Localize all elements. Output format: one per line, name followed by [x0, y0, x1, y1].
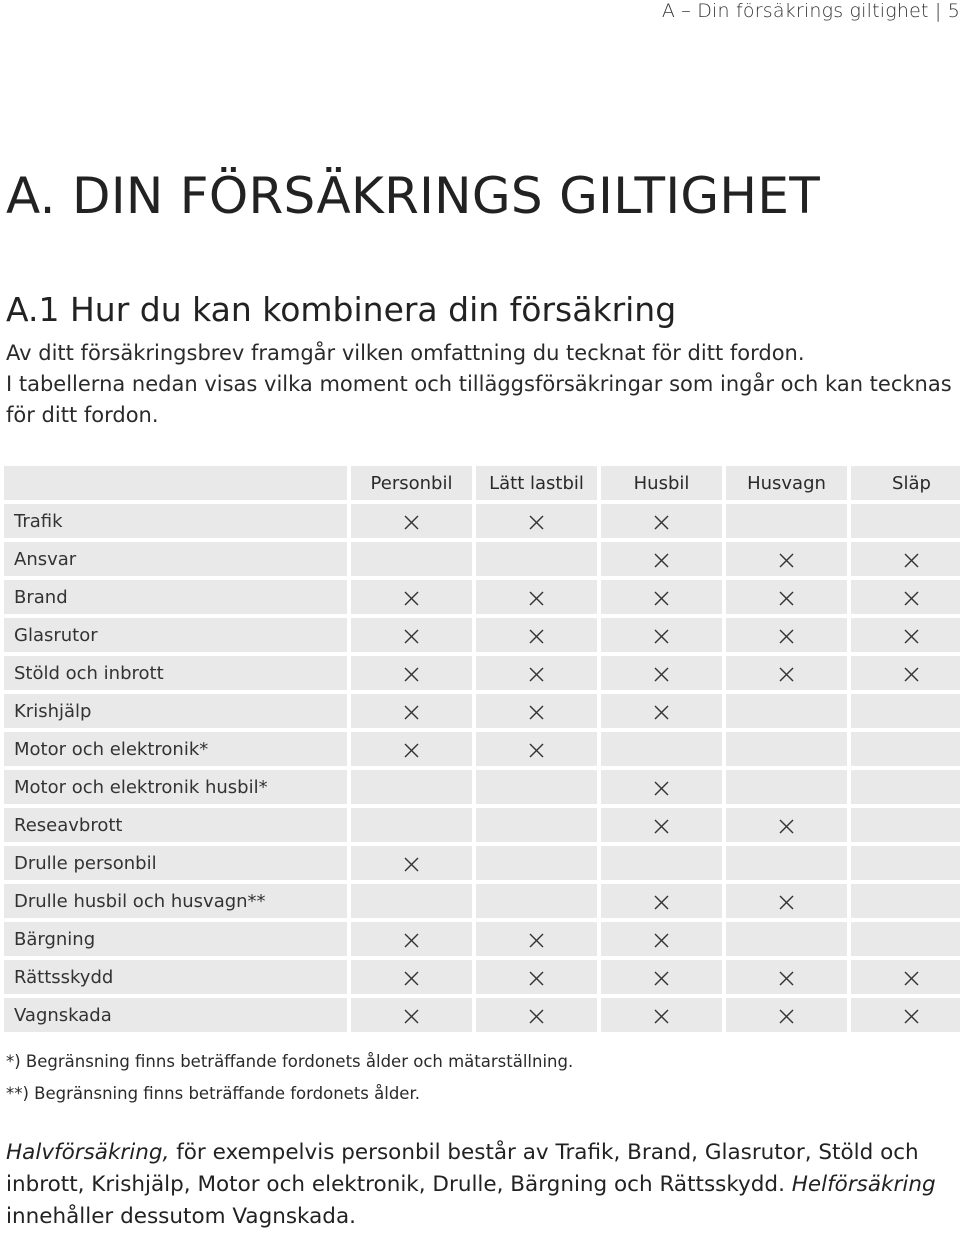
coverage-cell — [851, 580, 960, 614]
x-mark-icon — [404, 591, 419, 606]
coverage-cell — [726, 618, 847, 652]
coverage-cell — [601, 542, 722, 576]
footnote: **) Begränsning finns beträffande fordonets ålder. — [6, 1084, 420, 1103]
table-row — [4, 580, 960, 614]
x-mark-icon — [404, 705, 419, 720]
x-mark-icon — [404, 515, 419, 530]
x-mark-icon — [404, 1009, 419, 1024]
x-mark-icon — [404, 971, 419, 986]
x-mark-icon — [529, 705, 544, 720]
table-row — [4, 618, 960, 652]
table-row — [4, 542, 960, 576]
intro-paragraph: I tabellerna nedan visas vilka moment och tilläggsförsäkringar som ingår och kan tecknas för ditt fordon. — [6, 372, 952, 427]
coverage-cell — [601, 656, 722, 690]
table-row — [4, 884, 960, 918]
coverage-cell — [726, 960, 847, 994]
coverage-cell — [476, 694, 597, 728]
row-label: Motor och elektronik* — [4, 732, 347, 766]
x-mark-icon — [404, 743, 419, 758]
row-label: Rättsskydd — [4, 960, 347, 994]
coverage-cell — [351, 504, 472, 538]
x-mark-icon — [529, 667, 544, 682]
x-mark-icon — [654, 933, 669, 948]
coverage-cell — [851, 960, 960, 994]
coverage-cell — [351, 656, 472, 690]
x-mark-icon — [404, 667, 419, 682]
column-header: Husbil — [601, 466, 722, 500]
coverage-cell — [851, 542, 960, 576]
coverage-cell — [601, 960, 722, 994]
intro-paragraph: Av ditt försäkringsbrev framgår vilken omfattning du tecknat för ditt fordon. — [6, 341, 805, 365]
coverage-cell — [726, 656, 847, 690]
footnotes — [6, 1046, 573, 1110]
x-mark-icon — [779, 667, 794, 682]
x-mark-icon — [654, 895, 669, 910]
coverage-cell — [726, 846, 847, 880]
x-mark-icon — [654, 667, 669, 682]
coverage-cell — [601, 694, 722, 728]
coverage-cell — [351, 732, 472, 766]
coverage-cell — [601, 618, 722, 652]
summary-text: för exempelvis personbil består av Trafik, Brand, Glasrutor, Stöld och inbrott, Krishjälp, Motor och elektronik, Drulle, Bärgning och Rättsskydd. — [6, 1140, 919, 1197]
x-mark-icon — [779, 895, 794, 910]
x-mark-icon — [529, 971, 544, 986]
x-mark-icon — [904, 553, 919, 568]
coverage-cell — [851, 618, 960, 652]
coverage-cell — [351, 884, 472, 918]
x-mark-icon — [529, 629, 544, 644]
x-mark-icon — [654, 1009, 669, 1024]
coverage-cell — [476, 504, 597, 538]
table-row — [4, 922, 960, 956]
coverage-cell — [476, 542, 597, 576]
x-mark-icon — [904, 1009, 919, 1024]
x-mark-icon — [404, 933, 419, 948]
x-mark-icon — [904, 971, 919, 986]
table-row — [4, 656, 960, 690]
x-mark-icon — [529, 1009, 544, 1024]
coverage-cell — [851, 998, 960, 1032]
table-body — [4, 504, 960, 1032]
row-label: Bärgning — [4, 922, 347, 956]
coverage-cell — [851, 884, 960, 918]
coverage-cell — [351, 694, 472, 728]
x-mark-icon — [654, 515, 669, 530]
table-row — [4, 846, 960, 880]
coverage-cell — [476, 808, 597, 842]
coverage-cell — [726, 808, 847, 842]
table-row — [4, 694, 960, 728]
coverage-cell — [601, 922, 722, 956]
row-label: Drulle personbil — [4, 846, 347, 880]
coverage-cell — [476, 656, 597, 690]
coverage-cell — [476, 998, 597, 1032]
x-mark-icon — [654, 629, 669, 644]
x-mark-icon — [404, 629, 419, 644]
coverage-cell — [726, 580, 847, 614]
table-row — [4, 504, 960, 538]
x-mark-icon — [779, 819, 794, 834]
coverage-cell — [726, 694, 847, 728]
table-row — [4, 808, 960, 842]
coverage-cell — [726, 732, 847, 766]
row-label: Trafik — [4, 504, 347, 538]
coverage-cell — [851, 656, 960, 690]
x-mark-icon — [654, 553, 669, 568]
column-header: Lätt lastbil — [476, 466, 597, 500]
coverage-cell — [476, 770, 597, 804]
summary-text: innehåller dessutom Vagnskada. — [6, 1204, 356, 1229]
x-mark-icon — [779, 1009, 794, 1024]
coverage-cell — [351, 998, 472, 1032]
column-header: Husvagn — [726, 466, 847, 500]
coverage-cell — [351, 580, 472, 614]
coverage-cell — [851, 770, 960, 804]
coverage-cell — [726, 770, 847, 804]
coverage-cell — [726, 542, 847, 576]
table-row — [4, 960, 960, 994]
x-mark-icon — [904, 591, 919, 606]
chapter-title: A. DIN FÖRSÄKRINGS GILTIGHET — [6, 167, 821, 225]
term-helforsakring: Helförsäkring — [791, 1172, 936, 1197]
coverage-cell — [351, 846, 472, 880]
running-header: A – Din försäkrings giltighet | 5 — [661, 0, 960, 22]
coverage-cell — [476, 580, 597, 614]
row-label: Krishjälp — [4, 694, 347, 728]
table-header-row — [4, 466, 960, 500]
x-mark-icon — [779, 629, 794, 644]
header-blank-cell — [4, 466, 347, 500]
coverage-cell — [476, 846, 597, 880]
x-mark-icon — [779, 971, 794, 986]
coverage-cell — [476, 960, 597, 994]
table-row — [4, 998, 960, 1032]
coverage-cell — [601, 770, 722, 804]
row-label: Ansvar — [4, 542, 347, 576]
x-mark-icon — [779, 553, 794, 568]
coverage-cell — [851, 922, 960, 956]
row-label: Drulle husbil och husvagn** — [4, 884, 347, 918]
coverage-cell — [351, 960, 472, 994]
section-title: A.1 Hur du kan kombinera din försäkring — [6, 290, 677, 329]
coverage-table — [0, 462, 960, 1036]
coverage-cell — [851, 732, 960, 766]
coverage-cell — [726, 884, 847, 918]
coverage-cell — [476, 732, 597, 766]
coverage-cell — [351, 770, 472, 804]
x-mark-icon — [904, 667, 919, 682]
coverage-cell — [601, 808, 722, 842]
x-mark-icon — [654, 705, 669, 720]
coverage-cell — [851, 694, 960, 728]
coverage-cell — [601, 998, 722, 1032]
x-mark-icon — [529, 591, 544, 606]
coverage-cell — [476, 884, 597, 918]
coverage-cell — [351, 922, 472, 956]
x-mark-icon — [654, 819, 669, 834]
coverage-cell — [601, 884, 722, 918]
coverage-cell — [601, 504, 722, 538]
coverage-cell — [476, 618, 597, 652]
row-label: Motor och elektronik husbil* — [4, 770, 347, 804]
x-mark-icon — [654, 971, 669, 986]
x-mark-icon — [529, 743, 544, 758]
x-mark-icon — [404, 857, 419, 872]
row-label: Brand — [4, 580, 347, 614]
coverage-cell — [851, 846, 960, 880]
coverage-cell — [351, 808, 472, 842]
row-label: Stöld och inbrott — [4, 656, 347, 690]
row-label: Vagnskada — [4, 998, 347, 1032]
table-row — [4, 732, 960, 766]
coverage-cell — [726, 998, 847, 1032]
x-mark-icon — [779, 591, 794, 606]
coverage-cell — [601, 580, 722, 614]
row-label: Glasrutor — [4, 618, 347, 652]
coverage-cell — [601, 732, 722, 766]
intro-text — [6, 338, 956, 431]
column-header: Personbil — [351, 466, 472, 500]
coverage-cell — [601, 846, 722, 880]
x-mark-icon — [904, 629, 919, 644]
coverage-cell — [351, 618, 472, 652]
summary-paragraph — [6, 1137, 958, 1233]
column-header: Släp — [851, 466, 960, 500]
term-halvforsakring: Halvförsäkring, — [6, 1140, 170, 1165]
table-row — [4, 770, 960, 804]
coverage-cell — [476, 922, 597, 956]
x-mark-icon — [529, 515, 544, 530]
coverage-cell — [726, 504, 847, 538]
coverage-cell — [851, 504, 960, 538]
coverage-cell — [351, 542, 472, 576]
coverage-cell — [851, 808, 960, 842]
x-mark-icon — [654, 781, 669, 796]
x-mark-icon — [654, 591, 669, 606]
footnote: *) Begränsning finns beträffande fordonets ålder och mätarställning. — [6, 1052, 574, 1071]
row-label: Reseavbrott — [4, 808, 347, 842]
coverage-cell — [726, 922, 847, 956]
x-mark-icon — [529, 933, 544, 948]
